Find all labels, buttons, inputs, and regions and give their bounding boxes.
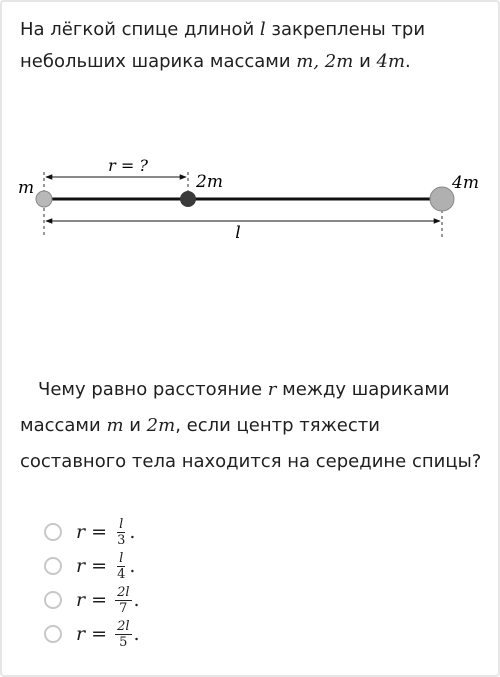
formula-lhs: r = [76, 589, 108, 611]
var-4m: 4m [376, 51, 406, 72]
fraction-denominator: 5 [119, 634, 128, 650]
answer-formula [76, 518, 135, 547]
question-part: и [123, 415, 147, 436]
fraction-denominator: 7 [119, 600, 128, 616]
formula-lhs: r = [76, 521, 108, 543]
fraction-numerator: l [119, 550, 124, 566]
intro-text: . [405, 51, 411, 72]
intro-text: закреплены три небольших шарика массами [20, 19, 426, 72]
problem-intro [20, 14, 490, 78]
fraction [115, 552, 127, 581]
answer-option-2[interactable] [44, 549, 140, 583]
answer-formula [76, 620, 140, 649]
var-masses: m, 2m [296, 51, 354, 72]
formula-tail: . [129, 555, 136, 577]
radio-button[interactable] [44, 523, 62, 541]
fraction-numerator: 2l [117, 584, 130, 600]
answer-formula [76, 586, 140, 615]
answer-options [44, 515, 140, 651]
formula-tail: . [133, 623, 140, 645]
intro-text: На лёгкой спице длиной [20, 19, 260, 40]
ball-4m [430, 187, 454, 211]
radio-button[interactable] [44, 591, 62, 609]
answer-option-3[interactable] [44, 583, 140, 617]
fraction [115, 586, 131, 615]
label-4m: 4m [452, 173, 479, 193]
fraction-numerator: l [119, 516, 124, 532]
fraction [115, 518, 127, 547]
label-m: m [18, 178, 35, 198]
label-2m: 2m [196, 172, 223, 192]
formula-tail: . [129, 521, 136, 543]
rod-diagram [0, 150, 500, 250]
var-l: l [259, 19, 266, 40]
ball-m [36, 191, 52, 207]
question-text [20, 372, 490, 480]
answer-option-4[interactable] [44, 617, 140, 651]
formula-lhs: r = [76, 623, 108, 645]
answer-option-1[interactable] [44, 515, 140, 549]
fraction-numerator: 2l [117, 618, 130, 634]
fraction-denominator: 3 [117, 532, 126, 548]
fraction-denominator: 4 [117, 566, 126, 582]
r-label: r = ? [108, 156, 148, 175]
ball-2m [180, 191, 196, 207]
question-part: между шариками массами [20, 379, 450, 436]
radio-button[interactable] [44, 557, 62, 575]
var-2m: 2m [146, 415, 176, 436]
var-r: r [267, 379, 277, 400]
l-label: l [235, 223, 241, 243]
intro-text: и [353, 51, 377, 72]
answer-formula [76, 552, 135, 581]
question-part: , если центр тяжести составного тела находится на середине спицы? [20, 415, 482, 472]
var-m: m [106, 415, 124, 436]
question-part: Чему равно расстояние [38, 379, 268, 400]
formula-tail: . [133, 589, 140, 611]
formula-lhs: r = [76, 555, 108, 577]
fraction [115, 620, 131, 649]
radio-button[interactable] [44, 625, 62, 643]
